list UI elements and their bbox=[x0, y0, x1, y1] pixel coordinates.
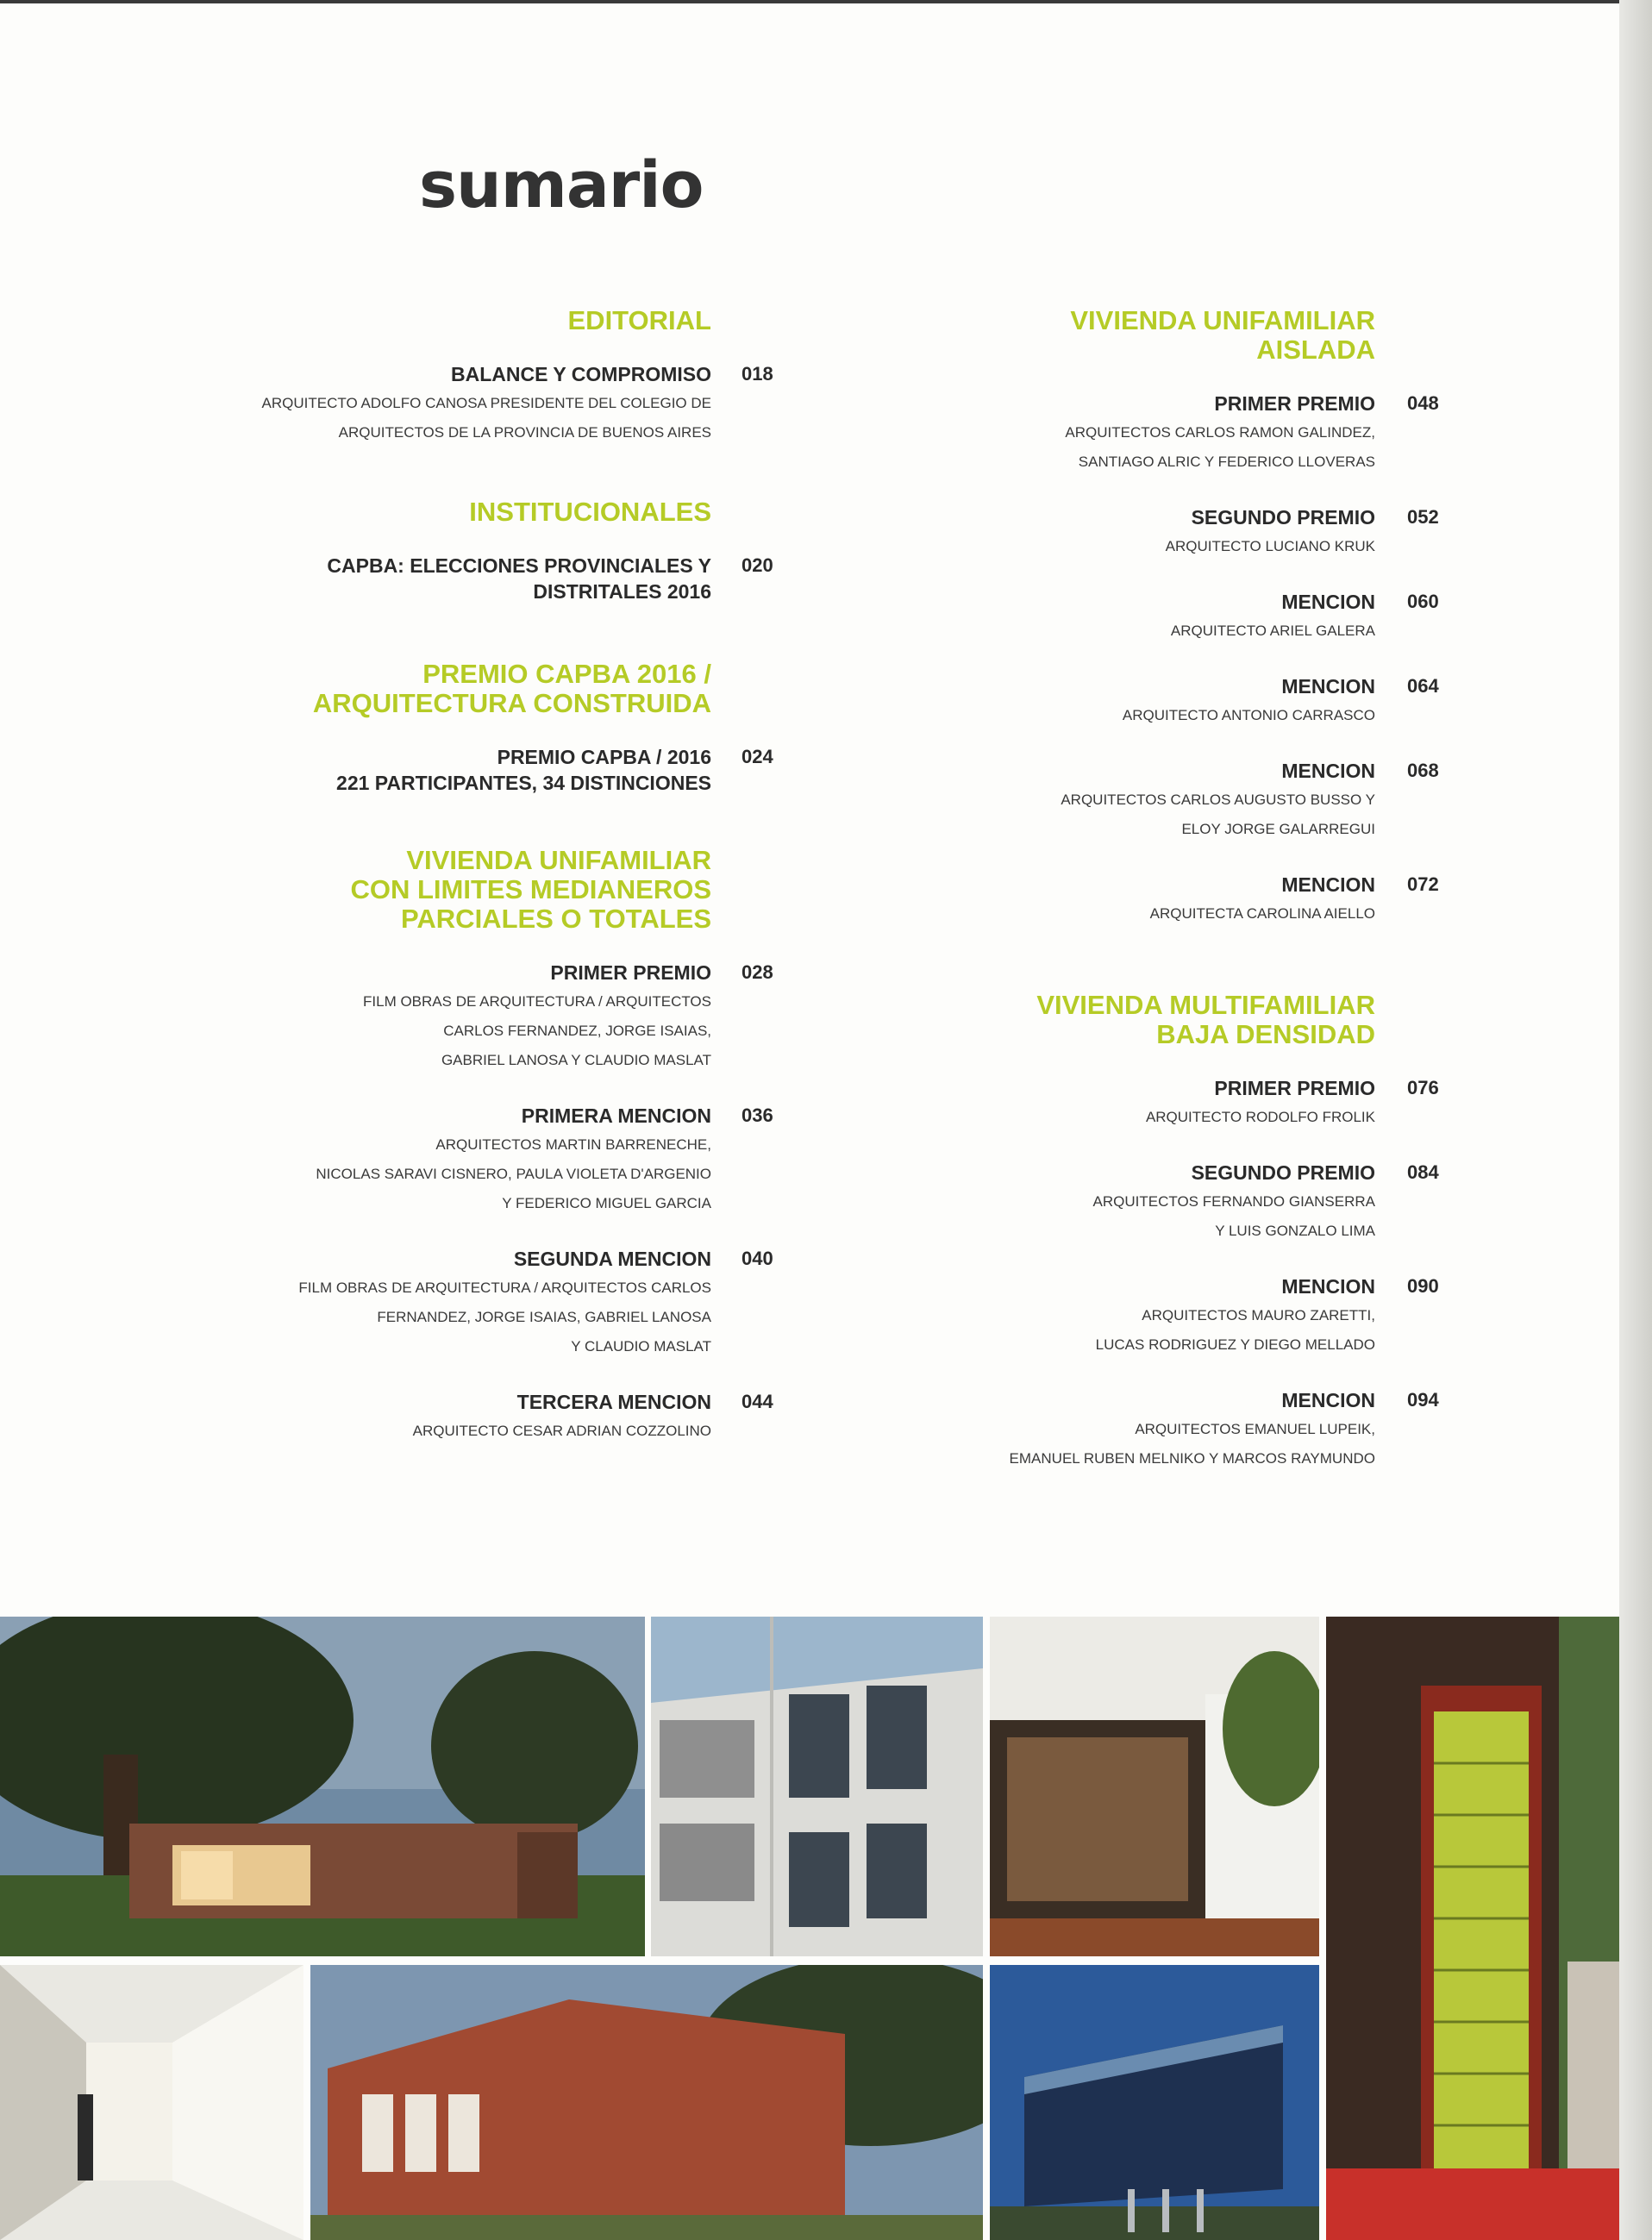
glass-office-photo bbox=[990, 1965, 1319, 2240]
left-column bbox=[224, 306, 785, 1446]
page-number: 020 bbox=[742, 554, 773, 576]
photo-strip bbox=[0, 1617, 1619, 2240]
white-corridor-photo bbox=[0, 1965, 303, 2240]
page-number: 068 bbox=[1407, 760, 1439, 781]
page-title: sumario bbox=[419, 148, 704, 222]
entry-title: PRIMER PREMIO bbox=[1214, 1077, 1375, 1099]
section-title: VIVIENDA UNIFAMILIAR CON LIMITES MEDIANEROS PARCIALES O TOTALES bbox=[350, 845, 711, 934]
toc-entry[interactable] bbox=[914, 589, 1449, 646]
entry-credits: ARQUITECTOS CARLOS RAMON GALINDEZ, SANTIAGO ALRIC Y FEDERICO LLOVERAS bbox=[1065, 424, 1375, 470]
white-facade-photo bbox=[651, 1617, 983, 1956]
entry-title: SEGUNDO PREMIO bbox=[1191, 506, 1375, 529]
entry-title: PRIMER PREMIO bbox=[1214, 392, 1375, 415]
section-title: INSTITUCIONALES bbox=[469, 497, 711, 527]
page-number: 024 bbox=[742, 746, 773, 767]
toc-entry[interactable] bbox=[914, 1273, 1449, 1360]
entry-title: MENCION bbox=[1281, 1275, 1375, 1298]
entry-title: MENCION bbox=[1281, 591, 1375, 613]
entry-title: MENCION bbox=[1281, 760, 1375, 782]
toc-entry[interactable] bbox=[914, 1075, 1449, 1132]
entry-credits: ARQUITECTO LUCIANO KRUK bbox=[1165, 538, 1375, 554]
house-entrance-photo bbox=[990, 1617, 1319, 1956]
entry-title: PREMIO CAPBA / 2016 221 PARTICIPANTES, 34 DISTINCIONES bbox=[336, 746, 711, 794]
page-number: 048 bbox=[1407, 392, 1439, 414]
brick-block-photo bbox=[310, 1965, 983, 2240]
toc-section bbox=[914, 306, 1449, 929]
toc-section bbox=[224, 660, 785, 796]
lit-tower-photo bbox=[1326, 1617, 1619, 2240]
right-column bbox=[914, 306, 1449, 1474]
page-number: 018 bbox=[742, 363, 773, 385]
brick-house-photo bbox=[0, 1617, 645, 1956]
entry-title: BALANCE Y COMPROMISO bbox=[450, 363, 711, 385]
entry-title: MENCION bbox=[1281, 873, 1375, 896]
toc-entry[interactable] bbox=[224, 744, 785, 796]
entry-credits: ARQUITECTOS EMANUEL LUPEIK, EMANUEL RUBEN MELNIKO Y MARCOS RAYMUNDO bbox=[1009, 1421, 1375, 1467]
page-number: 094 bbox=[1407, 1389, 1439, 1411]
toc-entry[interactable] bbox=[914, 673, 1449, 730]
entry-credits: ARQUITECTO ANTONIO CARRASCO bbox=[1122, 707, 1375, 723]
page-number: 036 bbox=[742, 1104, 773, 1126]
toc-entry[interactable] bbox=[224, 960, 785, 1075]
toc-entry[interactable] bbox=[224, 1246, 785, 1361]
page-number: 044 bbox=[742, 1391, 773, 1412]
entry-credits: FILM OBRAS DE ARQUITECTURA / ARQUITECTOS CARLOS FERNANDEZ, JORGE ISAIAS, GABRIEL LANOSA Y CLAUDIO MASLAT bbox=[363, 993, 711, 1068]
toc-entry[interactable] bbox=[914, 872, 1449, 929]
entry-title: CAPBA: ELECCIONES PROVINCIALES Y DISTRITALES 2016 bbox=[327, 554, 711, 603]
section-title: EDITORIAL bbox=[567, 305, 711, 335]
toc-entry[interactable] bbox=[224, 553, 785, 604]
page-number: 064 bbox=[1407, 675, 1439, 697]
toc-entry[interactable] bbox=[914, 758, 1449, 844]
toc-entry[interactable] bbox=[224, 1103, 785, 1218]
entry-title: MENCION bbox=[1281, 1389, 1375, 1411]
entry-credits: ARQUITECTOS MARTIN BARRENECHE, NICOLAS SARAVI CISNERO, PAULA VIOLETA D'ARGENIO Y FEDERICO MIGUEL GARCIA bbox=[316, 1136, 711, 1211]
toc-section bbox=[224, 846, 785, 1446]
entry-title: PRIMERA MENCION bbox=[521, 1104, 711, 1127]
entry-title: SEGUNDA MENCION bbox=[513, 1248, 711, 1270]
entry-title: PRIMER PREMIO bbox=[550, 961, 711, 984]
section-title: PREMIO CAPBA 2016 / ARQUITECTURA CONSTRUIDA bbox=[312, 659, 711, 718]
page-number: 052 bbox=[1407, 506, 1439, 528]
toc-entry[interactable] bbox=[224, 361, 785, 447]
page-edge bbox=[1619, 0, 1652, 2240]
toc-entry[interactable] bbox=[224, 1389, 785, 1446]
entry-title: TERCERA MENCION bbox=[516, 1391, 711, 1413]
toc-section bbox=[224, 306, 785, 447]
entry-credits: ARQUITECTO CESAR ADRIAN COZZOLINO bbox=[412, 1423, 711, 1439]
toc-section bbox=[914, 991, 1449, 1474]
entry-title: MENCION bbox=[1281, 675, 1375, 698]
toc-entry[interactable] bbox=[914, 391, 1449, 477]
entry-credits: ARQUITECTOS CARLOS AUGUSTO BUSSO Y ELOY JORGE GALARREGUI bbox=[1061, 792, 1375, 837]
page-number: 072 bbox=[1407, 873, 1439, 895]
entry-credits: ARQUITECTA CAROLINA AIELLO bbox=[1149, 905, 1375, 922]
entry-credits: ARQUITECTO ARIEL GALERA bbox=[1170, 623, 1375, 639]
entry-credits: ARQUITECTOS MAURO ZARETTI, LUCAS RODRIGUEZ Y DIEGO MELLADO bbox=[1095, 1307, 1375, 1353]
page-number: 060 bbox=[1407, 591, 1439, 612]
top-rule bbox=[0, 0, 1652, 3]
entry-title: SEGUNDO PREMIO bbox=[1191, 1161, 1375, 1184]
page-number: 090 bbox=[1407, 1275, 1439, 1297]
entry-credits: FILM OBRAS DE ARQUITECTURA / ARQUITECTOS CARLOS FERNANDEZ, JORGE ISAIAS, GABRIEL LANOSA Y CLAUDIO MASLAT bbox=[298, 1280, 711, 1355]
page-number: 076 bbox=[1407, 1077, 1439, 1098]
entry-credits: ARQUITECTOS FERNANDO GIANSERRA Y LUIS GONZALO LIMA bbox=[1092, 1193, 1375, 1239]
toc-entry[interactable] bbox=[914, 504, 1449, 561]
section-title: VIVIENDA UNIFAMILIAR AISLADA bbox=[1070, 305, 1375, 365]
page-number: 084 bbox=[1407, 1161, 1439, 1183]
entry-credits: ARQUITECTO ADOLFO CANOSA PRESIDENTE DEL COLEGIO DE ARQUITECTOS DE LA PROVINCIA DE BUENOS AIRES bbox=[261, 395, 711, 441]
toc-section bbox=[224, 497, 785, 604]
page-number: 028 bbox=[742, 961, 773, 983]
entry-credits: ARQUITECTO RODOLFO FROLIK bbox=[1145, 1109, 1375, 1125]
page-number: 040 bbox=[742, 1248, 773, 1269]
toc-entry[interactable] bbox=[914, 1387, 1449, 1474]
section-title: VIVIENDA MULTIFAMILIAR BAJA DENSIDAD bbox=[1036, 990, 1375, 1049]
toc-entry[interactable] bbox=[914, 1160, 1449, 1246]
